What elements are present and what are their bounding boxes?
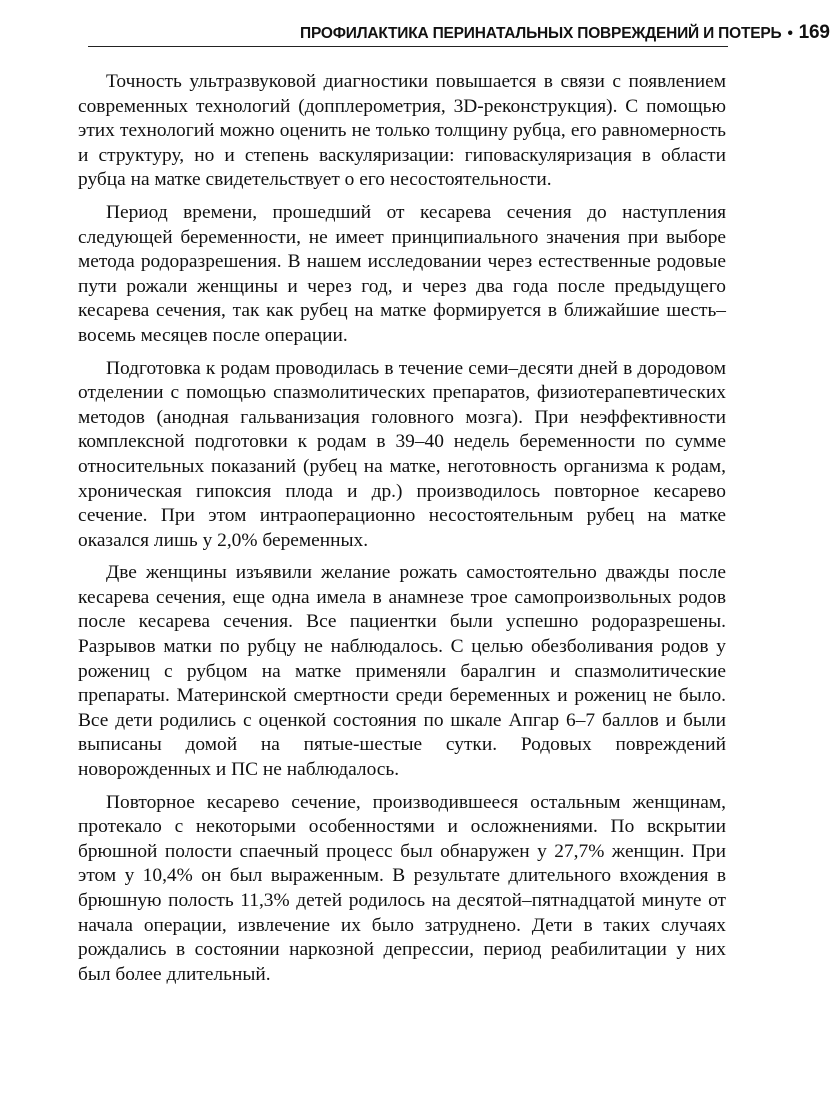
- paragraph-preparation: Подготовка к родам проводилась в течение семи–десяти дней в дородовом отделении с помощью спазмолитических препаратов, физиотерапевтических методов (анодная гальванизация головного мозга). При неэффективности комплексной подготовки к родам в 39–40 недель беременности по сумме относительных показаний (рубец на матке, неготовность организма к родам, хроническая гипоксия плода и др.) производилось повторное кесарево сечение. При этом интраоперационно несостоятельным рубец на матке оказался лишь у 2,0% беременных.: [78, 357, 726, 551]
- body-text: [78, 70, 726, 995]
- paragraph-two-women: Две женщины изъявили желание рожать самостоятельно дважды после кесарева сечения, еще одна имела в анамнезе трое самопроизвольных родов после кесарева сечения. Все пациентки были успешно родоразрешены. Разрывов матки по рубцу не наблюдалось. С целью обезболивания родов у рожениц с рубцом на матке применяли баралгин и спазмолитические препараты. Материнской смертности среди беременных и рожениц не было. Все дети родились с оценкой состояния по шкале Апгар 6–7 баллов и были выписаны домой на пятые-шестые сутки. Родовых повреждений новорожденных и ПС не наблюдалось.: [78, 562, 726, 781]
- header-bullet: •: [787, 25, 793, 42]
- running-header: [300, 22, 830, 44]
- paragraph-time-period: Период времени, прошедший от кесарева сечения до наступления следующей беременности, не имеет принципиального значения при выборе метода родоразрешения. В нашем исследовании через естественные родовые пути рожали женщины и через год, и через два года после предыдущего кесарева сечения, так как рубец на матке формируется в ближайшие шесть–восемь месяцев после операции.: [78, 201, 726, 346]
- page-number: 169: [798, 22, 830, 43]
- header-rule: [88, 46, 728, 47]
- running-header-title: ПРОФИЛАКТИКА ПЕРИНАТАЛЬНЫХ ПОВРЕЖДЕНИЙ И ПОТЕРЬ: [300, 25, 782, 42]
- paragraph-repeat-cesarean: Повторное кесарево сечение, производившееся остальным женщинам, протекало с некоторыми особенностями и осложнениями. По вскрытии брюшной полости спаечный процесс был обнаружен у 27,7% женщин. При этом у 10,4% он был выраженным. В результате длительного вхождения в брюшную полость 11,3% детей родилось на десятой–пятнадцатой минуте от начала операции, извлечение их было затруднено. Дети в таких случаях рождались в состоянии наркозной депрессии, период реабилитации у них был более длительный.: [78, 791, 726, 985]
- paragraph-ultrasound: Точность ультразвуковой диагностики повышается в связи с появлением современных технологий (допплерометрия, 3D-реконструкция). С помощью этих технологий можно оценить не только толщину рубца, его равномерность и структуру, но и степень васкуляризации: гиповаскуляризация в области рубца на матке свидетельствует о его несостоятельности.: [78, 71, 726, 191]
